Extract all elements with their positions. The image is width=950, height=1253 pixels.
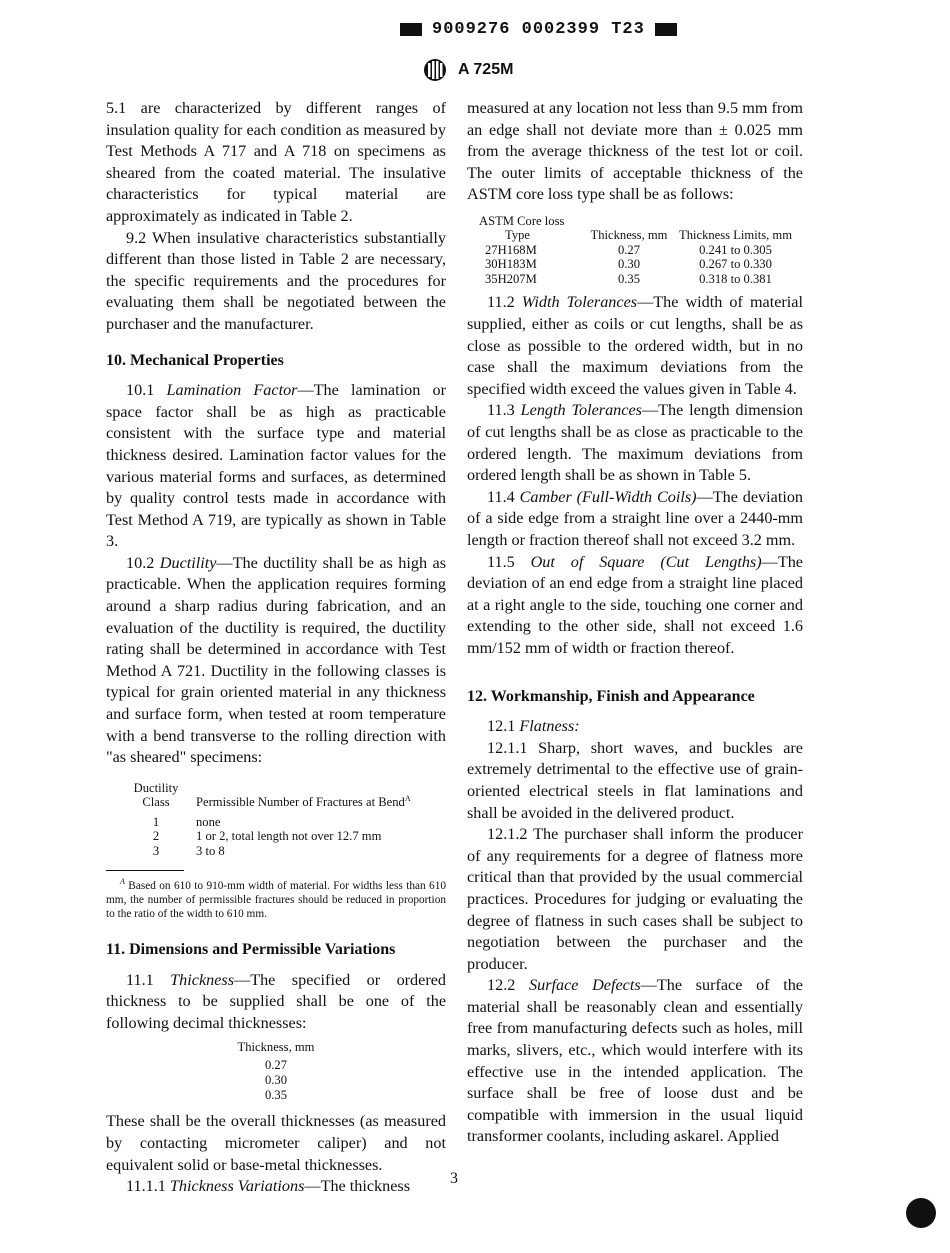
paragraph-10-2: 10.2 Ductility—The ductility shall be as high as practicable. When the application requires forming around a sharp radius during fabrication, and an evaluation of the ductility is required, the ductility rating shall be determined in accordance with Test Method A 721. Ductility in the following classes is typical for grain oriented material in any thickness and surface form, when tested at room temperature with a bend transverse to the rolling direction with "as sheared" specimens: [106,553,447,767]
table-header: Thickness Limits, mm [679,228,792,243]
paragraph-10-1: 10.1 Lamination Factor—The lamination or space factor shall be as high as practicable consistent with the surface type and material thickness desired. Lamination factor values for the various material forms and surfaces, as determined by quality control tests made in accordance with Test Method A 719, are typically as shown in Table 3. [106,381,446,551]
table-header: Class [142,795,170,810]
core-loss-thickness-table [477,214,794,287]
paragraph: measured at any location not less than 9.5 mm from an edge shall not deviate more than ± 0.025 mm from the average thickness of the test lot or coil. The outer limits of acceptable thickness of the ASTM core loss type shall be as follows: [467,99,803,204]
ductility-table: Ductility Class Permissible Number of Fractures at Bend$^A$ 1 none 2 1 or 2, total length not over 12.7 mm 3 3 to 8 [118,781,413,859]
page-number: 3 [450,1170,458,1187]
table-row: 0.35 [264,1088,288,1103]
table-header: Ductility [133,780,179,795]
paragraph-11-1-1: 11.1.1 Thickness Variations—The thickness [126,1177,411,1196]
footnote: $^A$ Based on 610 to 910-mm width of material. For widths less than 610 mm, the number of permissible fractures should be reduced in proportion to the ratio of the width to 610 mm. [106,877,446,921]
scan-mark [906,1198,936,1228]
paragraph-11-4: 11.4 Camber (Full-Width Coils)—The deviation of a side edge from a straight line over a 2440-mm length or fraction thereof shall not exceed 3.2 mm. [467,487,804,549]
paragraph-11-5: 11.5 Out of Square (Cut Lengths)—The deviation of an end edge from a straight line placed at a right angle to the side, touching one corner and extending to the other side, shall not exceed 1.6 mm/152 mm of width or fraction thereof. [467,552,803,657]
right-column [467,98,803,1148]
black-bar-mark [400,23,422,36]
page-header [420,58,513,82]
table-header: Type [505,228,530,243]
table-row: 3 3 to 8 [152,843,225,858]
footnote-divider [106,870,184,871]
paragraph-12-2: 12.2 Surface Defects—The surface of the material shall be reasonably clean and essentially free from manufacturing defects such as holes, mill marks, slivers, etc., which would interfere with its effective use in the intended application. The surface shall be free of loose dust and be compatible with immersion in the usual liquid transformer coolants, including askarel. Applied [467,976,803,1146]
document-code-bar [400,20,680,39]
left-column [106,98,446,1198]
paragraph-9-2: 9.2 When insulative characteristics substantially different than those listed in Table 2 are necessary, the specific requirements and the procedures for evaluating them shall be negotiated between the purchaser and the manufacturer. [106,228,446,333]
section-12-heading: 12. Workmanship, Finish and Appearance [467,687,755,705]
table-row: 1 none [152,814,221,829]
black-bar-mark [655,23,677,36]
paragraph-12-1-2: 12.1.2 The purchaser shall inform the producer of any requirements for a degree of flatness more critical than that provided by the usual commercial practices. Procedures for judging or evaluating the degree of flatness in such cases shall be subject to negotiation between the purchaser and the producer. [467,825,803,973]
table-row: 30H183M 0.30 0.267 to 0.330 [485,257,772,272]
table-row: 2 1 or 2, total length not over 12.7 mm [152,829,382,844]
paragraph-11-2: 11.2 Width Tolerances—The width of material supplied, either as coils or cut lengths, shall be as close as possible to the ordered width, but in no case shall the maximum deviations from the specified width exceed the values given in Table 4. [467,293,803,398]
paragraph-11-1: 11.1 Thickness—The specified or ordered thickness to be supplied shall be one of the following decimal thicknesses: [106,970,447,1032]
section-11-heading: 11. Dimensions and Permissible Variations [106,941,396,959]
astm-logo-icon [420,58,450,82]
thickness-table [106,1040,446,1103]
table-row: 0.27 [264,1058,288,1073]
table-header: Thickness, mm [590,228,668,243]
table-row: 35H207M 0.35 0.318 to 0.381 [485,271,772,286]
table-header: Thickness, mm [237,1040,315,1055]
section-10-heading: 10. Mechanical Properties [106,351,284,369]
paragraph-11-3: 11.3 Length Tolerances—The length dimension of cut lengths shall be as close as practicable to the ordered length. The maximum deviations from ordered length shall be as shown in Table 5. [467,401,803,485]
paragraph-12-1-1: 12.1.1 Sharp, short waves, and buckles are extremely detrimental to the effective use of grain-oriented electrical steels in flat laminations and shall be avoided in the delivered product. [467,738,803,822]
document-code: 9009276 0002399 T23 [432,20,645,39]
table-header: ASTM Core loss [479,213,565,228]
table-row: 27H168M 0.27 0.241 to 0.305 [485,242,772,257]
paragraph: These shall be the overall thicknesses (as measured by contacting micrometer caliper) and not equivalent solid or base-metal thicknesses. [106,1112,446,1174]
standard-designation: A 725M [458,61,514,78]
paragraph: 5.1 are characterized by different ranges of insulation quality for each condition as measured by Test Methods A 717 and A 718 on specimens as sheared from the coated material. The insulative characteristics for typical material are approximately as indicated in Table 2. [106,99,446,225]
paragraph-12-1: 12.1 Flatness: [487,717,580,736]
table-row: 0.30 [264,1073,288,1088]
table-header: Permissible Number of Fractures at Bend [196,795,405,810]
